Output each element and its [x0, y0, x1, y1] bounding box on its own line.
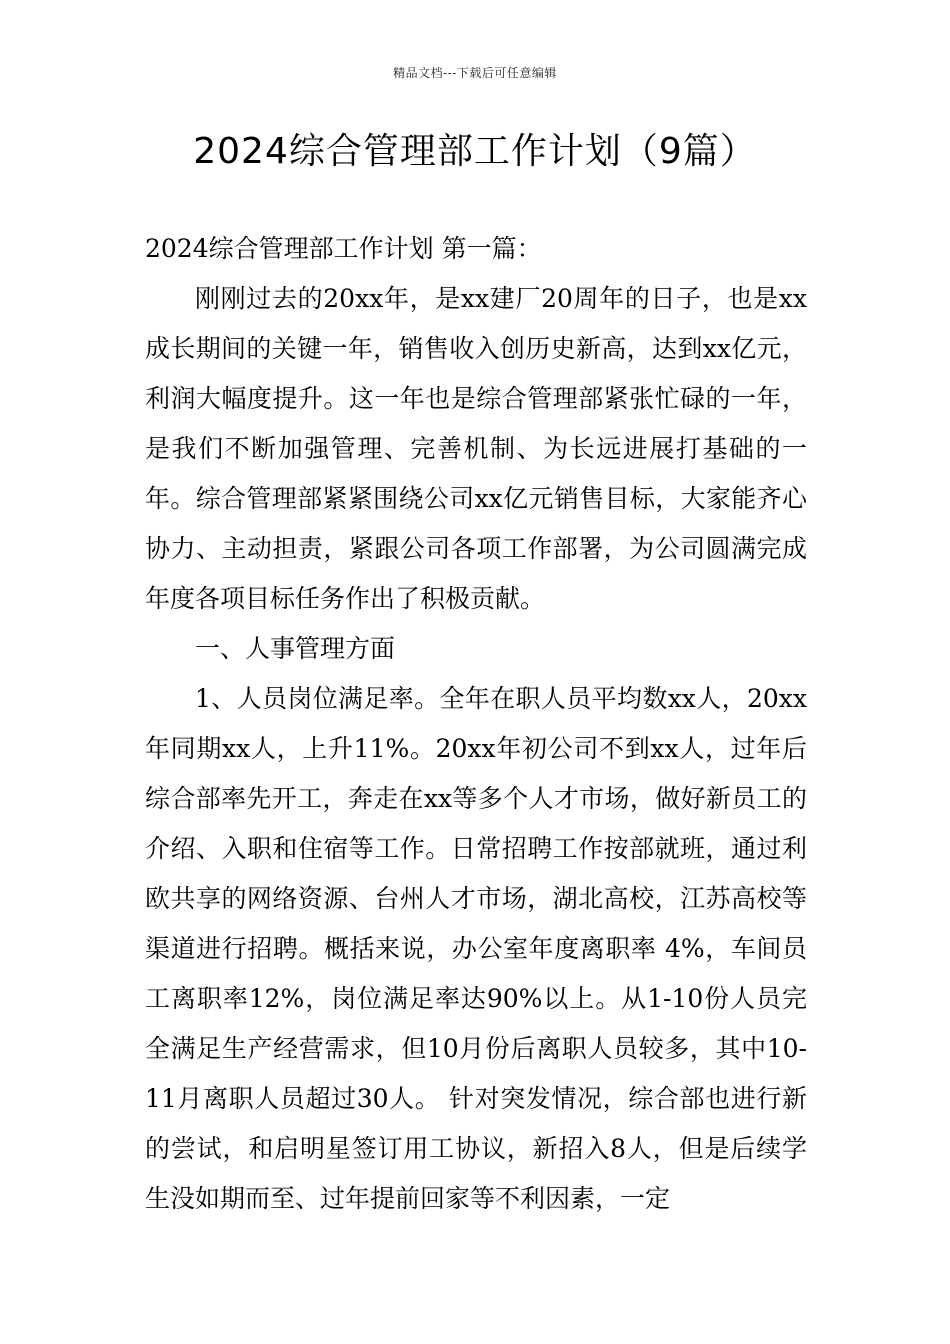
- section-title: 2024综合管理部工作计划 第一篇：: [145, 234, 542, 263]
- paragraph-intro: 刚刚过去的20xx年，是xx建厂20周年的日子，也是xx成长期间的关键一年，销售收入创历史新高，达到xx亿元，利润大幅度提升。这一年也是综合管理部紧张忙碌的一年，是我们不断加强管理、完善机制、为长远进展打基础的一年。综合管理部紧紧围绕公司xx亿元销售目标，大家能齐心协力、主动担责，紧跟公司各项工作部署，为公司圆满完成年度各项目标任务作出了积极贡献。: [145, 284, 807, 613]
- header-note: 精品文档---下载后可任意编辑: [393, 66, 557, 80]
- document-body: [145, 224, 807, 1224]
- subheading-personnel-management: 一、人事管理方面: [195, 634, 396, 663]
- document-title: 2024综合管理部工作计划（9篇）: [193, 131, 757, 172]
- paragraph-staffing-rate: 1、人员岗位满足率。全年在职人员平均数xx人，20xx年同期xx人，上升11%。20xx年初公司不到xx人，过年后综合部率先开工，奔走在xx等多个人才市场，做好新员工的介绍、入职和住宿等工作。日常招聘工作按部就班，通过利欧共享的网络资源、台州人才市场，湖北高校，江苏高校等渠道进行招聘。概括来说，办公室年度离职率 4%，车间员工离职率12%，岗位满足率达90%以上。从1-10份人员完全满足生产经营需求，但10月份后离职人员较多，其中10-11月离职人员超过30人。 针对突发情况，综合部也进行新的尝试，和启明星签订用工协议，新招入8人，但是后续学生没如期而至、过年提前回家等不利因素，一定: [145, 684, 807, 1213]
